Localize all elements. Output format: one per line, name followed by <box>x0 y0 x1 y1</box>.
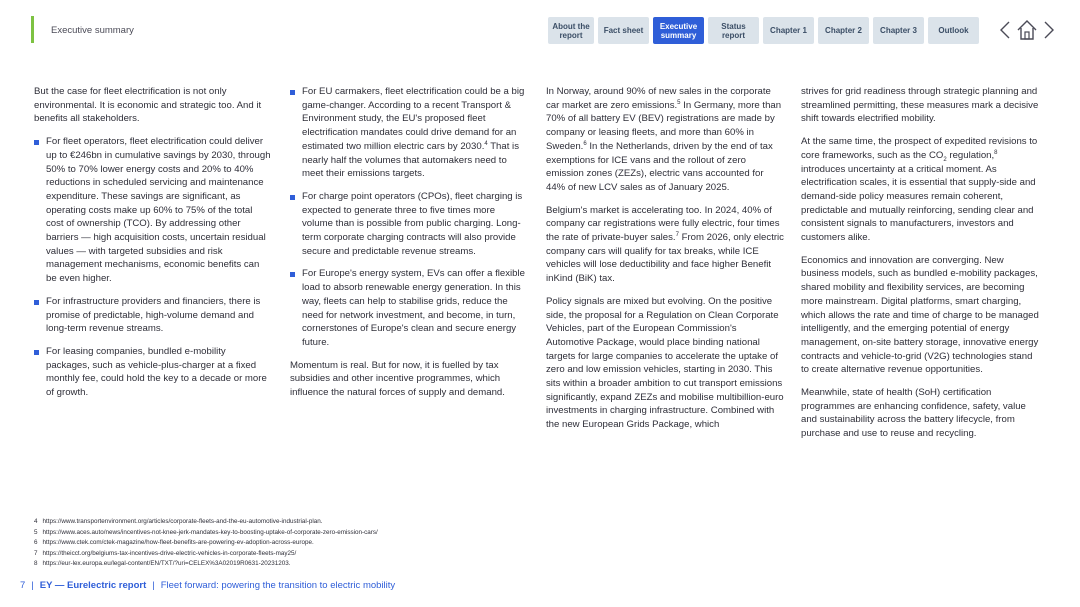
bullet-text: That is nearly half the volumes that automakers need to meet their emissions targets. <box>302 140 519 180</box>
footnote-ref: 5 <box>677 99 681 106</box>
footnote <box>34 559 378 570</box>
column-2 <box>290 85 526 409</box>
bullet-eu-carmakers <box>290 85 526 181</box>
footnote-link[interactable]: https://www.ctek.com/ctek-magazine/how-fleet-benefits-are-powering-ev-adoption-across-europe. <box>42 539 314 547</box>
footnote-number: 5 <box>34 528 38 536</box>
tab-chapter-1[interactable]: Chapter 1 <box>763 17 814 44</box>
footer-divider: | <box>152 580 155 591</box>
policy-paragraph: Policy signals are mixed but evolving. On the positive side, the proposal for a Regulation on Clean Corporate Vehicles, part of the European Commission's Automotive Package, would place binding national targets for large companies to accelerate the uptake of zero and low emission vehicles, starting in 2030. This sits within a broader ambition to cut transport emissions significantly, expand ZEZs and mobilise multibillion-euro investments in charging infrastructure. Combined with the new European Grids Package, which <box>546 295 784 431</box>
tab-executive-summary[interactable]: Executive summary <box>653 17 704 44</box>
footnote <box>34 538 378 549</box>
column-4 <box>801 85 1041 450</box>
footnote-ref: 4 <box>484 140 488 147</box>
home-icon[interactable] <box>1016 19 1038 41</box>
bullet-text: For EU carmakers, fleet electrification could be a big game-changer. According to a recent Transport & Environment study, the EU's proposed fleet electrification mandates could drive demand for an estimated two million electric cars by 2030. <box>302 86 525 152</box>
text: introduces uncertainty at a critical moment. As electrification scales, it is essential that supply-side and demand-side policy measures remain coherent, predictable and mutually reinforcing, sending clear and consistent signals to manufacturers, investors and customers alike. <box>801 163 1036 244</box>
footnote-ref: 8 <box>994 149 998 156</box>
tab-outlook[interactable]: Outlook <box>928 17 979 44</box>
footnote <box>34 528 378 539</box>
column-1 <box>34 85 272 409</box>
page-footer <box>20 580 395 591</box>
page-nav-icons <box>998 19 1056 41</box>
footnote-number: 6 <box>34 539 38 547</box>
text: At the same time, the prospect of expedited revisions to core frameworks, such as the CO <box>801 136 1038 161</box>
economics-paragraph: Economics and innovation are converging. New business models, such as bundled e-mobility packages, shared mobility and flexibility services, are becoming more mainstream. Digital platforms, smart charging, which allows the rate and time of charge to be managed intelligently, and the emerging potential of energy management, on-site battery storage, innovative energy contracts and vehicle-to-grid (V2G) technologies stand to create alternative revenue opportunities. <box>801 254 1039 376</box>
chevron-right-icon[interactable] <box>1042 20 1056 40</box>
section-accent-bar <box>31 16 34 43</box>
footnote-link[interactable]: https://theicct.org/belgiums-tax-incentives-drive-electric-vehicles-in-corporate-fleets-may25/ <box>42 549 297 557</box>
tab-about-the-report[interactable]: About the report <box>548 17 594 44</box>
column-3 <box>546 85 784 441</box>
tab-fact-sheet[interactable]: Fact sheet <box>598 17 649 44</box>
subscript: 2 <box>943 156 947 163</box>
section-title: Executive summary <box>51 25 134 36</box>
footer-divider: | <box>31 580 34 591</box>
footer-brand: EY — Eurelectric report <box>39 580 147 591</box>
grid-readiness-paragraph: strives for grid readiness through strategic planning and streamlined permitting, these measures mark a decisive shift towards electrified mobility. <box>801 86 1039 125</box>
footnote-number: 8 <box>34 560 38 568</box>
text: From 2026, only electric company cars will qualify for tax breaks, while ICE vehicles will lose deductibility and face higher Benefit inKind (BiK) tax. <box>546 232 784 285</box>
bullet-leasing-companies: For leasing companies, bundled e-mobility packages, such as vehicle-plus-charger at a fixed monthly fee, could hold the key to a decade or more of growth. <box>34 345 272 400</box>
tab-chapter-3[interactable]: Chapter 3 <box>873 17 924 44</box>
footnote-ref: 7 <box>675 231 679 238</box>
text: In Norway, around 90% of new sales in the corporate car market are zero emissions. <box>546 86 771 111</box>
text: regulation, <box>946 149 995 161</box>
footer-title: Fleet forward: powering the transition to electric mobility <box>160 580 396 591</box>
page-number: 7 <box>20 580 26 591</box>
footnote <box>34 517 378 528</box>
bullet-infrastructure-providers: For infrastructure providers and financiers, there is promise of predictable, high-volume demand and long-term revenue streams. <box>34 295 272 336</box>
soh-paragraph: Meanwhile, state of health (SoH) certification programmes are enhancing confidence, safety, value and sustainability across the battery lifecycle, from purchase and use to reuse and recycling. <box>801 387 1026 440</box>
footnote <box>34 549 378 560</box>
closing-paragraph: Momentum is real. But for now, it is fuelled by tax subsidies and other incentive programmes, which influence the natural forces of supply and demand. <box>290 359 505 399</box>
footnote-number: 4 <box>34 518 38 525</box>
bullet-fleet-operators: For fleet operators, fleet electrification could deliver up to €246bn in cumulative savings by 2030, through 50% to 70% lower energy costs and 20% to 40% reductions in scheduled servicing and maintenance expenditure. These savings are significant, as operating costs make up 60% to 75% of the total cost of ownership (TCO). By addressing other barriers — high acquisition costs, uncertain residual values — with targeted subsidies and risk management mechanisms, economic benefits can be even higher. <box>34 135 272 286</box>
top-bar <box>0 0 1080 60</box>
tab-chapter-2[interactable]: Chapter 2 <box>818 17 869 44</box>
text: In Germany, more than 70% of all battery EV (BEV) registrations are made by company or leasing fleets, and more than 60% in Sweden. <box>546 99 782 152</box>
belgium-paragraph <box>546 204 784 286</box>
uncertainty-paragraph <box>801 135 1041 245</box>
bullet-charge-point-operators: For charge point operators (CPOs), fleet charging is expected to generate three to five times more volume than is possible from public charging. Long-term corporate charging contracts will also provide secure and predictable revenue streams. <box>290 190 526 259</box>
chapter-nav <box>548 17 979 44</box>
chevron-left-icon[interactable] <box>998 20 1012 40</box>
footnote-number: 7 <box>34 549 38 557</box>
footnote-link[interactable]: https://www.transportenvironment.org/articles/corporate-fleets-and-the-eu-automotive-industrial-plan. <box>42 518 323 525</box>
footnote-link[interactable]: https://eur-lex.europa.eu/legal-content/EN/TXT/?uri=CELEX%3A02019R0631-20231203. <box>42 560 291 568</box>
intro-paragraph: But the case for fleet electrification is not only environmental. It is economic and strategic too. And it benefits all stakeholders. <box>34 86 262 125</box>
text: In the Netherlands, driven by the end of tax exemptions for ICE vans and the rollout of zero emission zones (ZEZs), electric vans accounted for 44% of new LCV sales as of January 2025. <box>546 140 773 193</box>
text: Belgium's market is accelerating too. In 2024, 40% of company car registrations were fully electric, four times the rate of private-buyer sales. <box>546 204 780 244</box>
footnotes <box>34 517 378 570</box>
footnote-link[interactable]: https://www.aces.auto/news/incentives-not-knee-jerk-mandates-key-to-boosting-uptake-of-corporate-zero-emission-cars/ <box>42 528 378 536</box>
footnote-ref: 6 <box>583 140 587 147</box>
tab-status-report[interactable]: Status report <box>708 17 759 44</box>
norway-paragraph <box>546 85 784 195</box>
bullet-energy-system: For Europe's energy system, EVs can offer a flexible load to absorb renewable energy generation. In this way, fleets can help to stabilise grids, reduce the need for network investment, and become, in turn, cornerstones of Europe's clean and secure energy future. <box>290 267 526 349</box>
